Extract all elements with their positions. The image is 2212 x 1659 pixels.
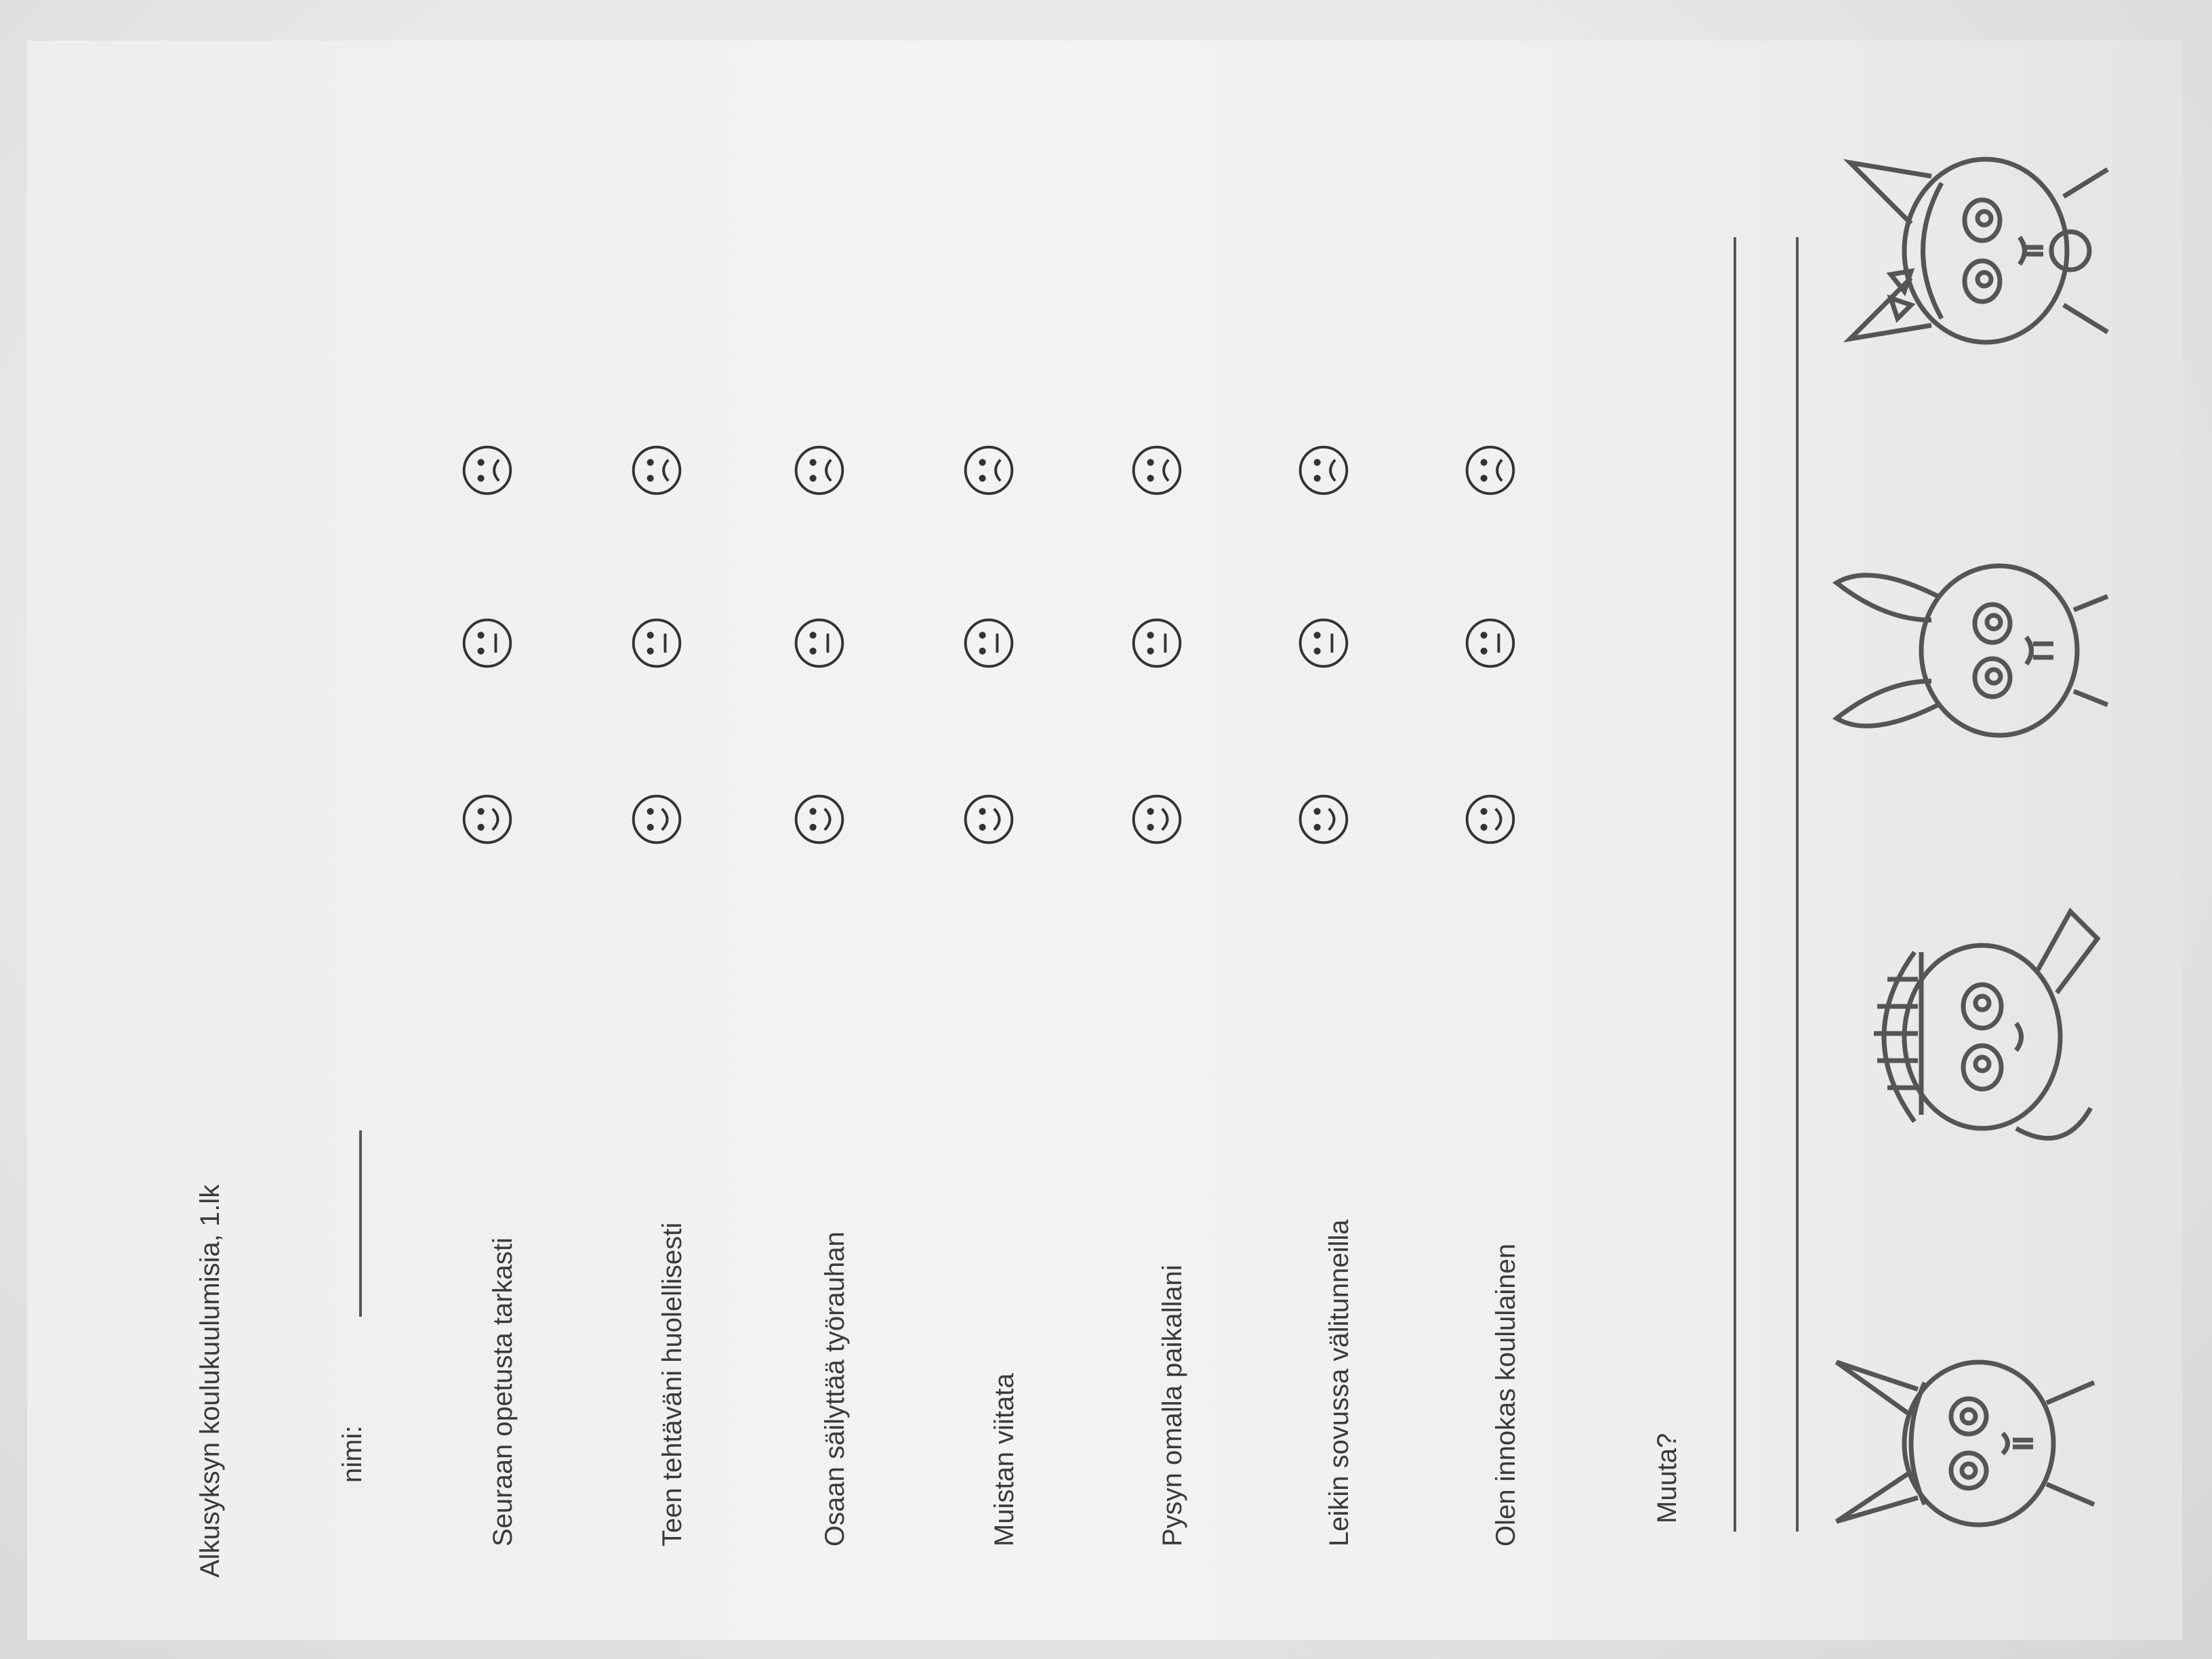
sad-face-icon[interactable] [1464,444,1517,497]
statement-7: Olen innokas koululainen [1491,1244,1521,1547]
worksheet-title: Alkusyksyn koulukuulumisia, 1.lk [195,1184,225,1578]
neutral-face-icon[interactable] [1464,617,1517,670]
happy-face-icon[interactable] [962,793,1015,846]
neutral-face-icon[interactable] [962,617,1015,670]
bunny-drawing [1823,1301,2108,1586]
happy-face-icon[interactable] [630,793,683,846]
neutral-face-icon[interactable] [461,617,514,670]
statement-6: Leikin sovussa välitunneilla [1324,1219,1354,1547]
happy-face-icon[interactable] [1130,793,1183,846]
statement-1: Seuraan opetusta tarkasti [488,1237,518,1547]
sad-face-icon[interactable] [1297,444,1350,497]
bunny-drawing [1823,508,2121,793]
sad-face-icon[interactable] [630,444,683,497]
kitten-with-bow-drawing [1823,108,2121,393]
happy-face-icon[interactable] [461,793,514,846]
happy-face-icon[interactable] [1464,793,1517,846]
happy-face-icon[interactable] [1297,793,1350,846]
statement-5: Pysyn omalla paikallani [1158,1265,1187,1547]
sad-face-icon[interactable] [1130,444,1183,497]
neutral-face-icon[interactable] [630,617,683,670]
name-write-line [359,1130,362,1317]
cat-with-cap-drawing [1823,901,2142,1172]
sad-face-icon[interactable] [962,444,1015,497]
other-write-line-1 [1734,237,1736,1532]
neutral-face-icon[interactable] [793,617,846,670]
neutral-face-icon[interactable] [1130,617,1183,670]
sad-face-icon[interactable] [461,444,514,497]
statement-3: Osaan säilyttää työrauhan [820,1231,850,1547]
statement-2: Teen tehtäväni huolellisesti [657,1222,687,1547]
sad-face-icon[interactable] [793,444,846,497]
neutral-face-icon[interactable] [1297,617,1350,670]
worksheet-paper [27,41,2182,1640]
other-label: Muuta? [1652,1433,1682,1523]
other-write-line-2 [1796,237,1799,1532]
statement-4: Muistan viitata [989,1373,1019,1547]
happy-face-icon[interactable] [793,793,846,846]
name-label: nimi: [337,1425,367,1483]
